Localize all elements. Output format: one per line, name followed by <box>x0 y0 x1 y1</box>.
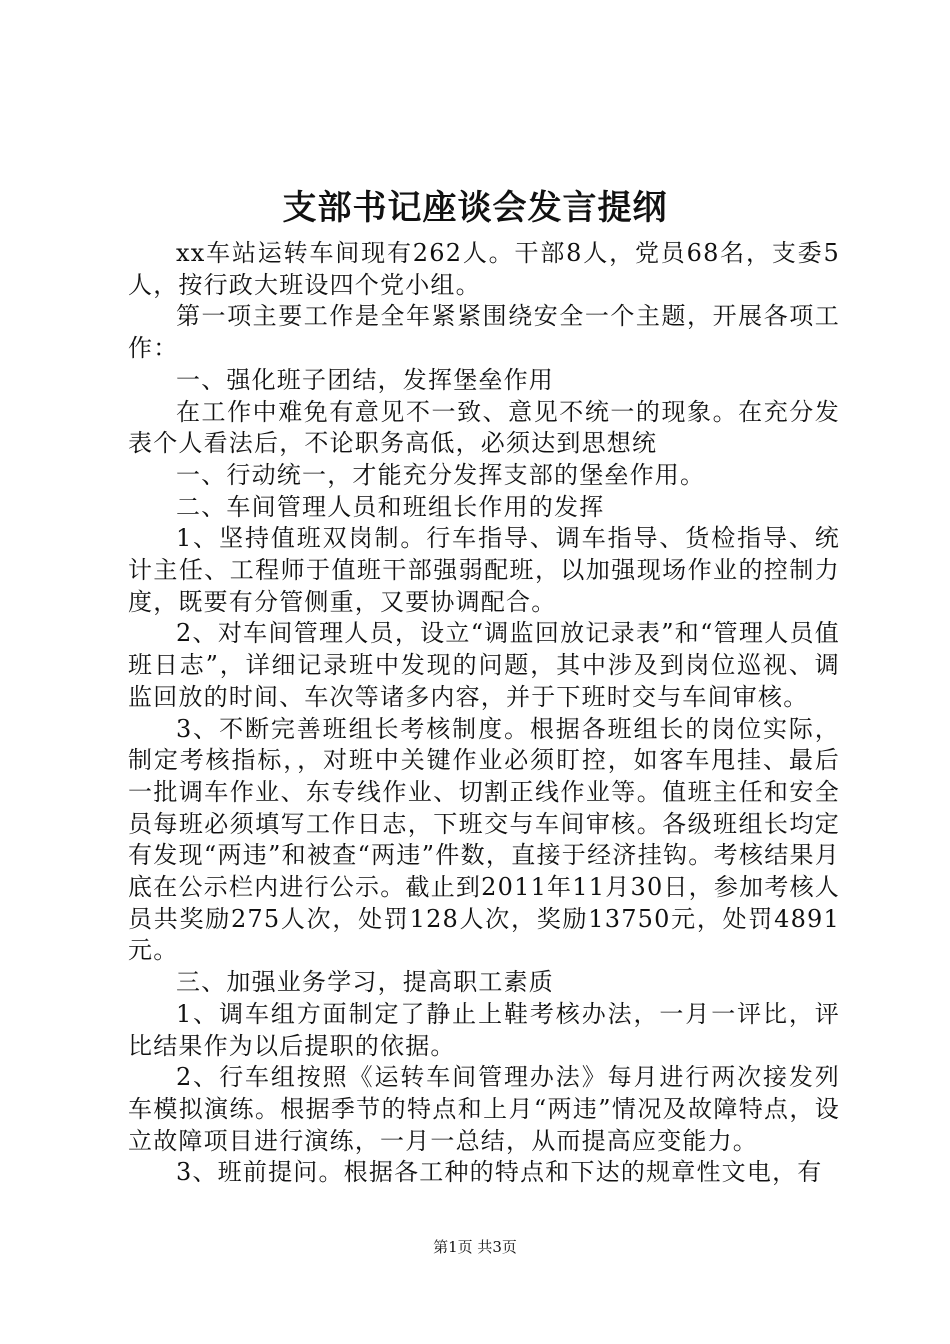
paragraph: 第一项主要工作是全年紧紧围绕安全一个主题，开展各项工作： <box>128 302 840 363</box>
list-item: 2、对车间管理人员，设立“调监回放记录表”和“管理人员值班日志”，详细记录班中发现的问题，其中涉及到岗位巡视、调监回放的时间、车次等诸多内容，并于下班时交与车间审核。 <box>128 619 840 711</box>
document-body <box>128 238 840 1189</box>
paragraph: 在工作中难免有意见不一致、意见不统一的现象。在充分发表个人看法后，不论职务高低，必须达到思想统 <box>128 397 840 458</box>
list-item: 3、不断完善班组长考核制度。根据各班组长的岗位实际，制定考核指标，，对班中关键作业必须盯控，如客车甩挂、最后一批调车作业、东专线作业、切割正线作业等。值班主任和安全员每班必须填写工作日志，下班交与车间审核。各级班组长均定有发现“两违”和被查“两违”件数，直接于经济挂钩。考核结果月底在公示栏内进行公示。截止到2011年11月30日，参加考核人员共奖励275人次，处罚128人次，奖励13750元，处罚4891元。 <box>128 714 840 965</box>
list-item: 2、行车组按照《运转车间管理办法》每月进行两次接发列车模拟演练。根据季节的特点和上月“两违”情况及故障特点，设立故障项目进行演练，一月一总结，从而提高应变能力。 <box>128 1063 840 1155</box>
section-heading: 三、加强业务学习，提高职工素质 <box>176 968 554 997</box>
paragraph: 一、行动统一，才能充分发挥支部的堡垒作用。 <box>176 460 706 489</box>
list-item: 1、调车组方面制定了静止上鞋考核办法，一月一评比，评比结果作为以后提职的依据。 <box>128 999 840 1060</box>
paragraph: xx车站运转车间现有262人。干部8人，党员68名，支委5人，按行政大班设四个党小组。 <box>128 239 840 299</box>
list-item: 3、班前提问。根据各工种的特点和下达的规章性文电，有 <box>176 1158 823 1187</box>
section-heading: 二、车间管理人员和班组长作用的发挥 <box>176 492 605 521</box>
document-title: 支部书记座谈会发言提纲 <box>282 188 668 228</box>
list-item: 1、坚持值班双岗制。行车指导、调车指导、货检指导、统计主任、工程师于值班干部强弱配班，以加强现场作业的控制力度，既要有分管侧重，又要协调配合。 <box>128 524 840 616</box>
page-indicator: 第1页 共3页 <box>433 1238 517 1256</box>
section-heading: 一、强化班子团结，发挥堡垒作用 <box>176 365 554 394</box>
